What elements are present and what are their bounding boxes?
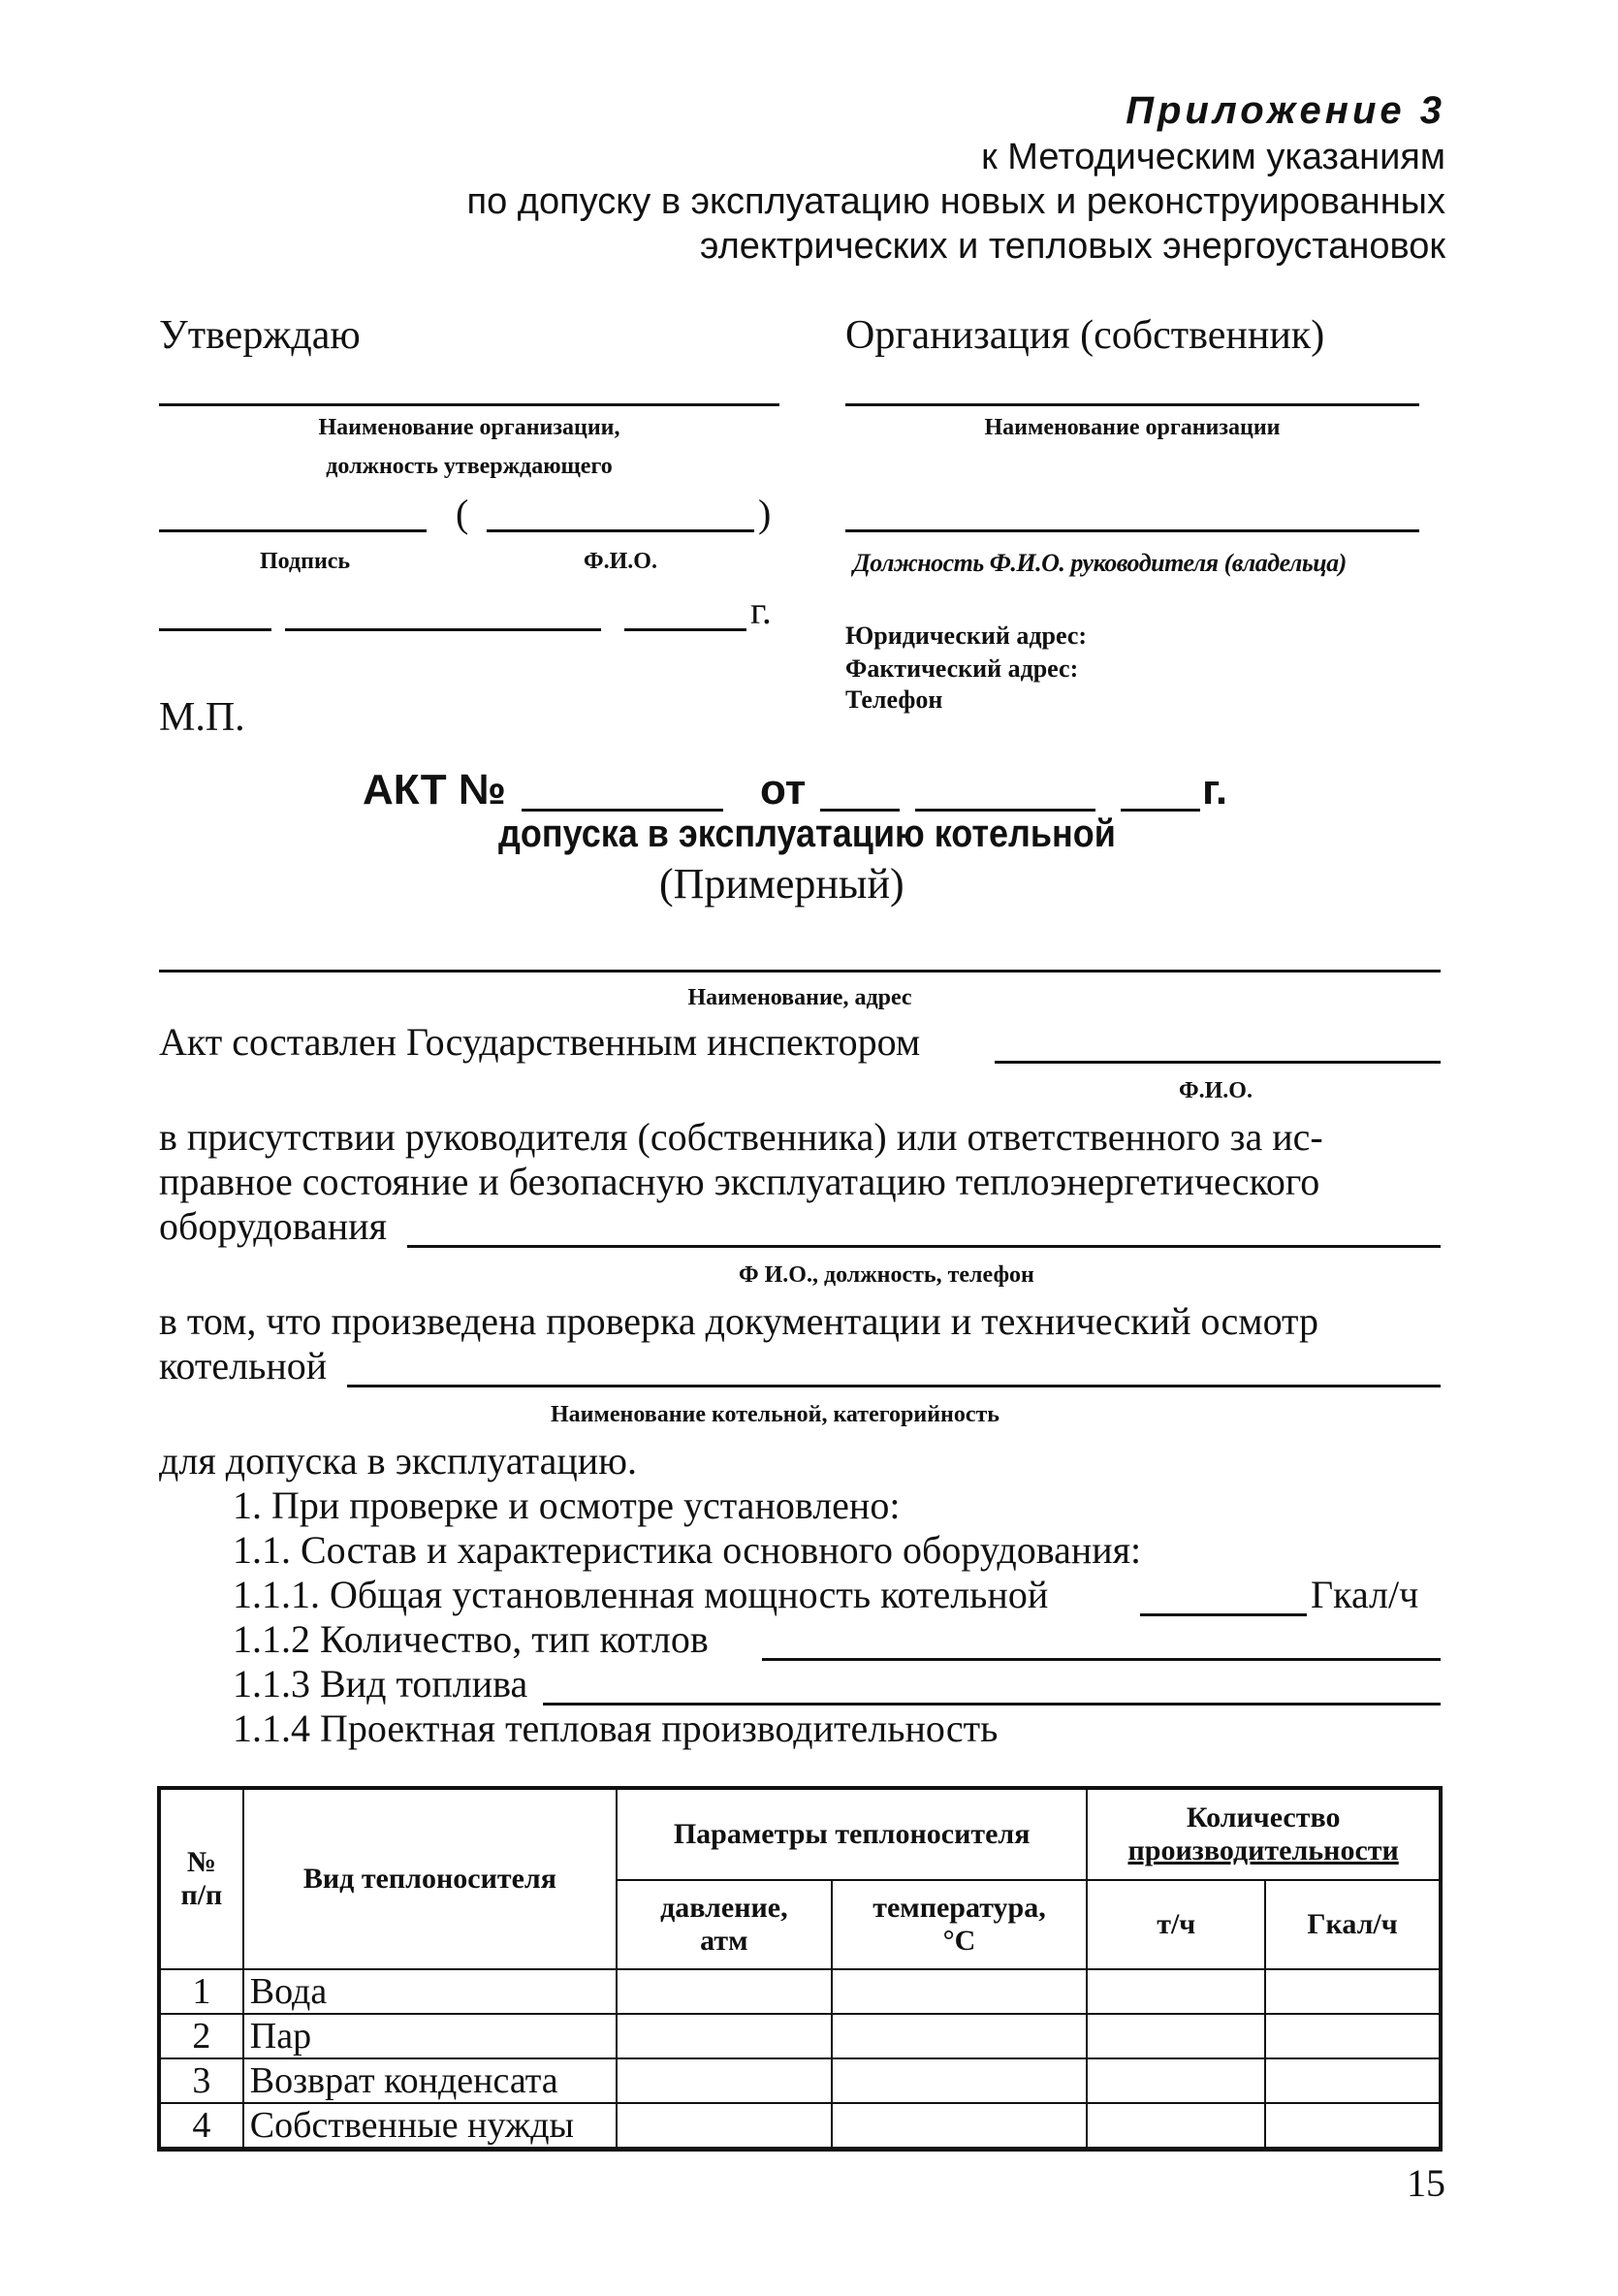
composed-by-text: Акт составлен Государственным инспектором — [159, 1020, 921, 1064]
row-medium-name: Собственные нужды — [243, 2103, 617, 2148]
act-title-from: от — [760, 766, 807, 813]
cell-pressure[interactable] — [617, 2058, 832, 2103]
row-num: 2 — [160, 2014, 243, 2058]
check-line-2: котельной — [159, 1344, 328, 1387]
inspector-fio-caption: Ф.И.О. — [1179, 1078, 1253, 1103]
appendix-line-2: по допуску в эксплуатацию новых и реконструированных — [466, 181, 1445, 222]
actual-address-label: Фактический адрес: — [845, 654, 1079, 683]
appendix-line-3: электрических и тепловых энергоустановок — [700, 226, 1445, 267]
table-row — [160, 1969, 1440, 2014]
fuel-line — [543, 1703, 1441, 1706]
item-1: 1. При проверке и осмотре установлено: — [233, 1483, 901, 1527]
col-params-header: Параметры теплоносителя — [617, 1789, 1087, 1880]
row-medium-name: Пар — [243, 2014, 617, 2058]
item-1-1: 1.1. Состав и характеристика основного оборудования: — [233, 1528, 1142, 1572]
boiler-name-line — [347, 1385, 1441, 1387]
cell-th[interactable] — [1087, 2103, 1265, 2148]
page-number: 15 — [1407, 2161, 1445, 2205]
row-num: 1 — [160, 1969, 243, 2014]
fio-caption: Ф.И.О. — [584, 549, 657, 574]
col-pressure-label-2: атм — [700, 1925, 748, 1957]
responsible-line — [407, 1245, 1441, 1248]
signature-caption: Подпись — [260, 549, 351, 574]
col-temp-header — [832, 1880, 1088, 1969]
check-line-1: в том, что произведена проверка документации и технический осмотр — [159, 1299, 1319, 1343]
item-1-1-2: 1.1.2 Количество, тип котлов — [233, 1617, 709, 1661]
cell-gcal[interactable] — [1265, 2014, 1440, 2058]
fio-line — [487, 529, 754, 532]
col-gcal-header: Гкал/ч — [1265, 1880, 1440, 1969]
capacity-table — [159, 1788, 1441, 2149]
presence-line-2: правное состояние и безопасную эксплуатацию теплоэнергетического — [159, 1160, 1320, 1203]
item-1-1-4: 1.1.4 Проектная тепловая производительность — [233, 1706, 999, 1750]
col-th-header: т/ч — [1087, 1880, 1265, 1969]
owner-heading: Организация (собственник) — [845, 313, 1325, 358]
col-num-label-1: № — [186, 1846, 216, 1878]
row-num: 3 — [160, 2058, 243, 2103]
act-title-prefix: АКТ № — [363, 766, 506, 813]
cell-th[interactable] — [1087, 1969, 1265, 2014]
owner-org-line — [845, 403, 1419, 406]
date-day-line — [159, 628, 271, 631]
col-num-label-2: п/п — [180, 1879, 223, 1911]
paren-close: ) — [758, 492, 772, 535]
date-year-line — [624, 628, 746, 631]
capacity-line — [1140, 1613, 1307, 1616]
appendix-title: Приложение 3 — [1126, 89, 1445, 132]
phone-label: Телефон — [845, 686, 943, 714]
cell-th[interactable] — [1087, 2014, 1265, 2058]
approve-org-line — [159, 403, 779, 406]
item-1-1-1: 1.1.1. Общая установленная мощность котельной — [233, 1573, 1049, 1616]
approve-heading: Утверждаю — [159, 313, 361, 358]
col-temp-label-2: °С — [942, 1925, 976, 1957]
row-medium-name: Вода — [243, 1969, 617, 2014]
table-row — [160, 2014, 1440, 2058]
col-medium-header: Вид теплоносителя — [243, 1789, 617, 1969]
cell-temperature[interactable] — [832, 2103, 1088, 2148]
cell-temperature[interactable] — [832, 1969, 1088, 2014]
owner-position-line — [845, 529, 1419, 532]
act-day-line — [820, 809, 900, 812]
name-address-caption: Наименование, адрес — [687, 985, 912, 1010]
row-num: 4 — [160, 2103, 243, 2148]
approve-org-caption-2: должность утверждающего — [326, 454, 613, 479]
act-year-line — [1121, 809, 1200, 812]
purpose-text: для допуска в эксплуатацию. — [159, 1439, 638, 1483]
responsible-caption: Ф И.О., должность, телефон — [739, 1262, 1034, 1288]
cell-temperature[interactable] — [832, 2014, 1088, 2058]
capacity-unit: Гкал/ч — [1311, 1573, 1419, 1616]
appendix-line-1: к Методическим указаниям — [981, 137, 1445, 177]
owner-org-caption: Наименование организации — [984, 415, 1281, 440]
cell-temperature[interactable] — [832, 2058, 1088, 2103]
col-capacity-header — [1087, 1789, 1440, 1880]
act-subtitle: допуска в эксплуатацию котельной — [498, 813, 1116, 855]
col-pressure-label-1: давление, — [660, 1892, 788, 1924]
table-row — [160, 2103, 1440, 2148]
date-month-line — [285, 628, 601, 631]
signature-line — [159, 529, 427, 532]
table-row — [160, 2058, 1440, 2103]
legal-address-label: Юридический адрес: — [845, 622, 1088, 650]
boiler-caption: Наименование котельной, категорийность — [551, 1402, 999, 1427]
col-pressure-header — [617, 1880, 832, 1969]
cell-th[interactable] — [1087, 2058, 1265, 2103]
col-capacity-label-1: Количество — [1186, 1802, 1341, 1834]
presence-line-3: оборудования — [159, 1204, 387, 1248]
name-address-line — [159, 970, 1441, 973]
inspector-line — [995, 1061, 1441, 1064]
col-num-header — [160, 1789, 243, 1969]
cell-gcal[interactable] — [1265, 2058, 1440, 2103]
stamp-label: М.П. — [159, 695, 245, 740]
cell-pressure[interactable] — [617, 2103, 832, 2148]
act-title-year: г. — [1202, 766, 1228, 813]
cell-gcal[interactable] — [1265, 2103, 1440, 2148]
approve-org-caption-1: Наименование организации, — [318, 415, 620, 440]
table-header-row — [160, 1789, 1440, 1880]
owner-position-caption: Должность Ф.И.О. руководителя (владельца) — [853, 549, 1347, 577]
paren-open: ( — [456, 492, 469, 535]
col-temp-label-1: температура, — [872, 1892, 1046, 1924]
act-kind: (Примерный) — [659, 860, 904, 908]
year-suffix: г. — [750, 589, 772, 632]
boiler-count-line — [762, 1658, 1441, 1661]
act-month-line — [915, 809, 1095, 812]
cell-gcal[interactable] — [1265, 1969, 1440, 2014]
presence-line-1: в присутствии руководителя (собственника) или ответственного за ис- — [159, 1115, 1323, 1159]
item-1-1-3: 1.1.3 Вид топлива — [233, 1662, 528, 1706]
col-capacity-label-2: производительности — [1127, 1834, 1399, 1866]
cell-pressure[interactable] — [617, 2014, 832, 2058]
act-number-line — [522, 809, 723, 812]
cell-pressure[interactable] — [617, 1969, 832, 2014]
row-medium-name: Возврат конденсата — [243, 2058, 617, 2103]
